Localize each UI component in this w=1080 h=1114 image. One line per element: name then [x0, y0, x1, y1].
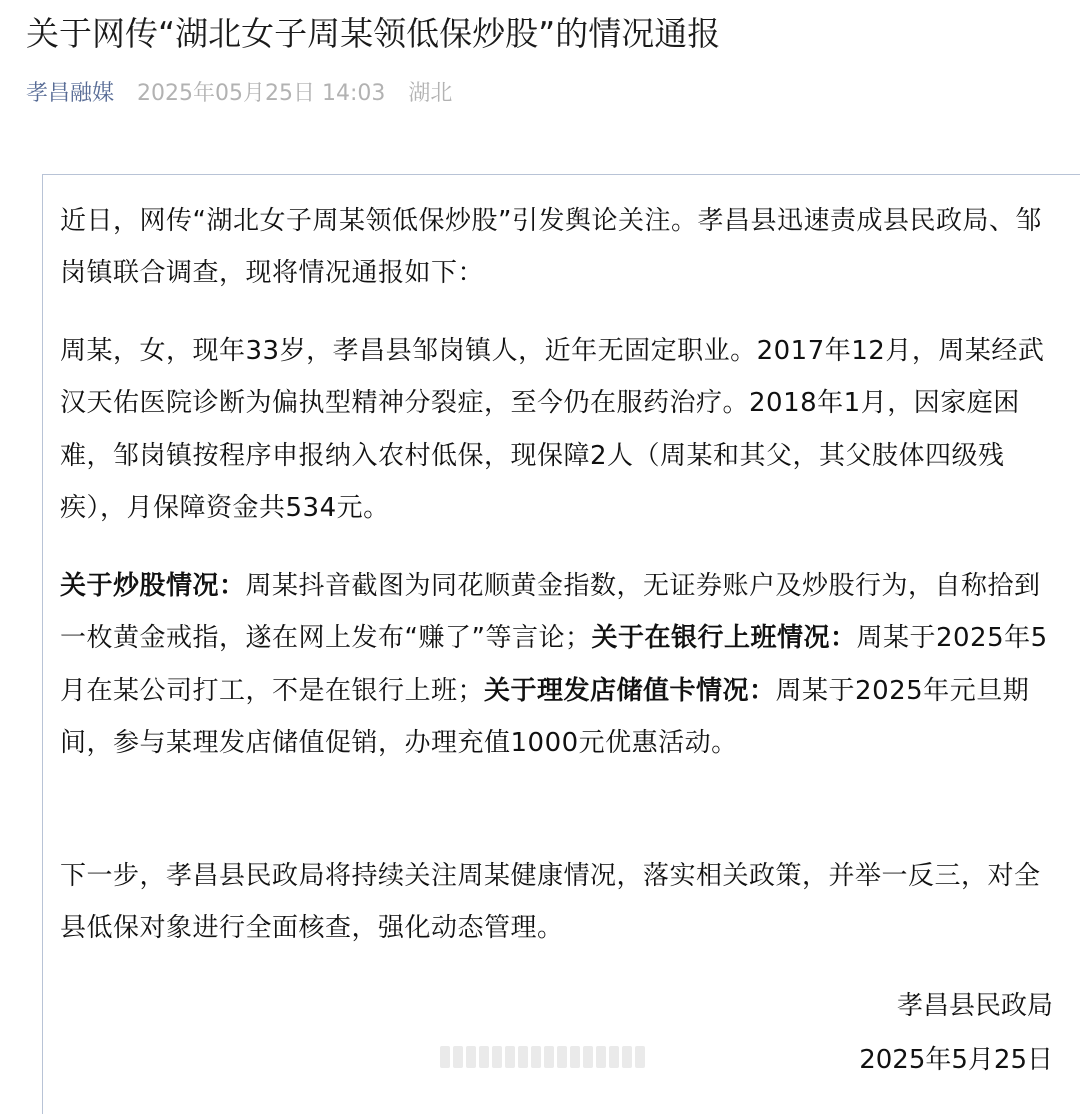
text-bank-job: 周某于2025年5月在某公司打工，不是在银行上班；: [60, 623, 1048, 706]
notice-paragraph-clarifications: [60, 560, 1056, 769]
source-account-link[interactable]: 孝昌融媒: [26, 81, 115, 106]
text-stock-trading: 周某抖音截图为同花顺黄金指数，无证券账户及炒股行为，自称拾到一枚黄金戒指，遂在网上发布“赚了”等言论；: [60, 571, 1041, 654]
notice-paragraph-next-steps: 下一步，孝昌县民政局将持续关注周某健康情况，落实相关政策，并举一反三，对全县低保对象进行全面核查，强化动态管理。: [60, 861, 1041, 944]
heading-salon-card: 关于理发店储值卡情况：: [484, 675, 776, 706]
article-meta: [26, 76, 468, 112]
heading-bank-job: 关于在银行上班情况：: [591, 623, 857, 654]
heading-stock-trading: 关于炒股情况：: [60, 571, 246, 601]
publish-region: 湖北: [408, 81, 453, 106]
signature-organization: 孝昌县民政局: [896, 991, 1053, 1021]
blur-watermark: [440, 1046, 650, 1070]
publish-date: 2025年05月25日 14:03: [137, 81, 386, 106]
notice-paragraph-background: 周某，女，现年33岁，孝昌县邹岗镇人，近年无固定职业。2017年12月，周某经武汉天佑医院诊断为偏执型精神分裂症，至今仍在服药治疗。2018年1月，因家庭困难，邹岗镇按程序申报纳入农村低保，现保障2人（周某和其父，其父肢体四级残疾），月保障资金共534元。: [60, 336, 1045, 523]
article-title: 关于网传“湖北女子周某领低保炒股”的情况通报: [26, 14, 721, 53]
signature-date: 2025年5月25日: [859, 1045, 1053, 1075]
text-salon-card: 周某于2025年元旦期间，参与某理发店储值促销，办理充值1000元优惠活动。: [60, 675, 1030, 758]
notice-paragraph-intro: 近日，网传“湖北女子周某领低保炒股”引发舆论关注。孝昌县迅速责成县民政局、邹岗镇联合调查，现将情况通报如下：: [60, 206, 1042, 289]
